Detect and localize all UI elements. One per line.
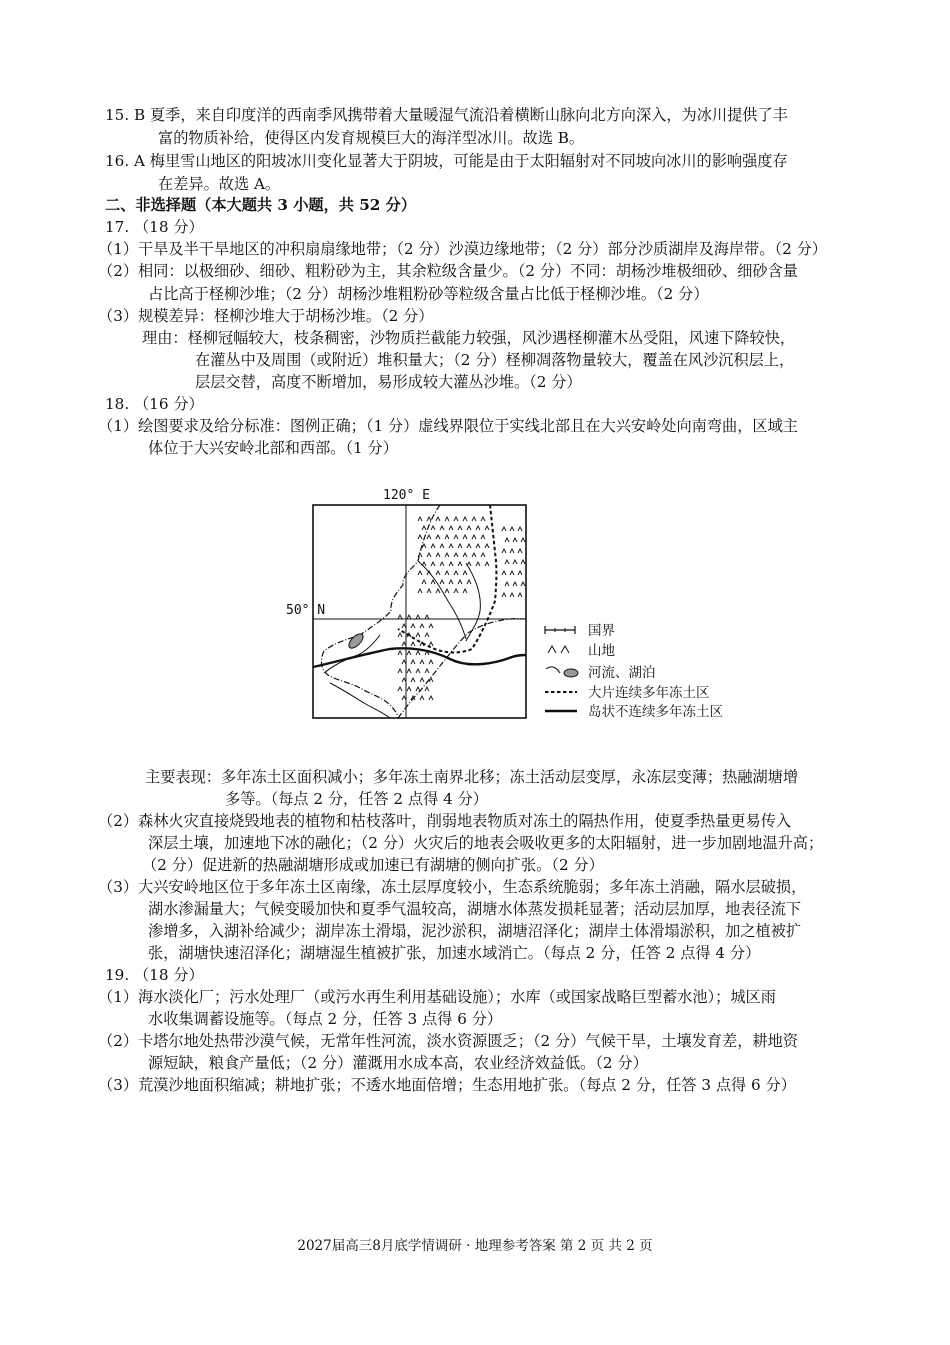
q18-part3-line4: 张，湖塘快速沼泽化；湖塘湿生植被扩张，加速水域消亡。（每点 2 分，任答 2 点得 4 分）	[148, 944, 761, 962]
mountain-glyph	[485, 526, 489, 530]
mountain-glyph	[416, 615, 420, 619]
mountain-glyph	[472, 517, 476, 521]
mountain-glyph	[425, 669, 429, 673]
mountain-glyph	[402, 696, 406, 700]
mountain-glyph	[481, 553, 485, 557]
mountain-glyph	[458, 544, 462, 548]
legend-river-lake-symbol	[546, 667, 578, 677]
mountain-glyph	[518, 527, 522, 531]
river-1	[418, 561, 466, 639]
q18-part2-line2: 深层土壤，加速地下冰的融化；（2 分）火灾后的地表会吸收更多的太阳辐射，进一步加剧地温升高；	[148, 834, 824, 852]
mountain-glyph	[454, 571, 458, 575]
mountain-glyph	[411, 678, 415, 682]
mountain-glyph	[429, 678, 433, 682]
mountain-glyph	[472, 553, 476, 557]
mountain-glyph	[427, 535, 431, 539]
mountain-glyph	[476, 544, 480, 548]
q18-main-performance-line2: 多等。（每点 2 分，任答 2 点得 4 分）	[225, 790, 488, 808]
mountain-glyph	[431, 526, 435, 530]
mountain-glyph	[518, 549, 522, 553]
q17-part3-line1: （3）规模差异：柽柳沙堆大于胡杨沙堆。（2 分）	[98, 307, 434, 325]
mountain-glyph	[416, 687, 420, 691]
mountain-glyph	[505, 538, 509, 542]
mountain-glyph	[398, 633, 402, 637]
mountain-glyph	[449, 562, 453, 566]
mountain-glyph	[429, 642, 433, 646]
mountain-glyph	[445, 535, 449, 539]
mountain-glyph	[440, 526, 444, 530]
mountain-glyph	[502, 527, 506, 531]
legend-mountain-label: 山地	[588, 643, 615, 659]
mountain-glyph	[422, 526, 426, 530]
mountain-glyph	[463, 571, 467, 575]
q18-part1-line1: （1）绘图要求及给分标准：图例正确；（1 分）虚线界限位于实线北部且在大兴安岭处向南弯曲，区域主	[98, 417, 798, 435]
mountain-glyph	[481, 535, 485, 539]
legend-island-label: 岛状不连续多年冻土区	[588, 704, 723, 720]
mountain-glyph	[449, 544, 453, 548]
mountain-glyph	[505, 560, 509, 564]
mountain-glyph	[407, 687, 411, 691]
mountain-glyph	[467, 544, 471, 548]
mountain-glyph	[518, 593, 522, 597]
mountain-glyph	[485, 544, 489, 548]
mountain-glyph	[467, 580, 471, 584]
mountain-glyph	[402, 624, 406, 628]
mountain-glyph	[481, 517, 485, 521]
mountain-glyph	[420, 624, 424, 628]
lake	[346, 631, 365, 650]
mountain-glyph	[476, 562, 480, 566]
mountain-glyph	[510, 571, 514, 575]
q17-part1: （1）干旱及半干旱地区的冲积扇扇缘地带；（2 分）沙漠边缘地带；（2 分）部分沙质湖岸及海岸带。（2 分）	[98, 240, 827, 258]
mountain-glyph	[513, 538, 517, 542]
mountain-glyph	[510, 527, 514, 531]
mountain-glyph	[418, 571, 422, 575]
mountain-glyph	[416, 651, 420, 655]
mountain-glyph	[411, 642, 415, 646]
mountain-glyph	[449, 526, 453, 530]
mountain-glyph	[449, 580, 453, 584]
q18-part2-line1: （2）森林火灾直接烧毁地表的植物和枯枝落叶，削弱地表物质对冻土的隔热作用，使夏季热量更易传入	[98, 812, 792, 830]
q18-part3-line2: 湖水渗漏量大；气候变暖加快和夏季气温较高，湖塘水体蒸发损耗显著；活动层加厚，地表径流下	[148, 900, 802, 918]
mountain-glyph	[416, 669, 420, 673]
mountain-glyph	[463, 517, 467, 521]
answer-15-line1: 15. B 夏季，来自印度洋的西南季风携带着大量暖湿气流沿着横断山脉向北方向深入，为冰川提供了丰	[105, 106, 788, 124]
legend-continuous-label: 大片连续多年冻土区	[588, 685, 710, 701]
mountain-glyph	[502, 549, 506, 553]
mountain-glyph	[418, 589, 422, 593]
mountain-glyph	[398, 669, 402, 673]
legend-border-label: 国界	[588, 623, 615, 639]
mountain-glyph	[436, 535, 440, 539]
national-border	[321, 505, 440, 718]
q18-part3-line1: （3）大兴安岭地区位于多年冻土区南缘，冻土层厚度较小，生态系统脆弱；多年冻土消融，隔水层破损，	[98, 878, 807, 896]
mountain-glyph	[429, 696, 433, 700]
mountain-glyph	[454, 553, 458, 557]
mountain-glyph	[521, 560, 525, 564]
mountain-glyph	[407, 651, 411, 655]
mountain-glyph	[436, 553, 440, 557]
mountain-glyph	[454, 535, 458, 539]
permafrost-map	[286, 483, 750, 728]
q19-heading: 19. （18 分）	[105, 966, 204, 984]
mountain-glyph	[467, 526, 471, 530]
mountain-glyph	[521, 582, 525, 586]
mountain-glyph	[425, 615, 429, 619]
mountain-glyph	[436, 589, 440, 593]
q17-heading: 17. （18 分）	[105, 218, 204, 236]
q18-main-performance-line1: 主要表现：多年冻土区面积减小；多年冻土南界北移；冻土活动层变厚，永冻层变薄；热融湖塘增	[145, 768, 799, 786]
mountain-glyph	[411, 660, 415, 664]
q18-part2-line3: （2 分）促进新的热融湖塘形成或加速已有湖塘的侧向扩张。（2 分）	[142, 856, 604, 874]
mountain-glyph	[420, 660, 424, 664]
mountain-glyph	[463, 535, 467, 539]
mountain-glyph	[463, 553, 467, 557]
legend-mountain-symbol	[548, 646, 569, 653]
mountain-glyph	[418, 517, 422, 521]
mountain-glyph	[510, 593, 514, 597]
legend-river-lake-label: 河流、湖泊	[588, 665, 656, 681]
mountain-glyph	[445, 589, 449, 593]
river-4	[330, 683, 390, 718]
mountain-glyph	[485, 562, 489, 566]
mountain-glyph	[427, 589, 431, 593]
longitude-label: 120° E	[383, 488, 430, 503]
q17-part3-line3: 在灌丛中及周围（或附近）堆积量大；（2 分）柽柳凋落物量较大，覆盖在风沙沉积层上，	[195, 351, 795, 369]
mountain-glyph	[458, 580, 462, 584]
q17-part2-line2: 占比高于柽柳沙堆；（2 分）胡杨沙堆粗粉砂等粒级含量占比低于柽柳沙堆。（2 分）	[148, 285, 709, 303]
mountain-glyph	[407, 615, 411, 619]
q19-part2-line1: （2）卡塔尔地处热带沙漠气候，无常年性河流，淡水资源匮乏；（2 分）气候干旱，土壤发育差，耕地资	[98, 1032, 798, 1050]
section-heading: 二、非选择题（本大题共 3 小题，共 52 分）	[105, 196, 417, 214]
mountain-glyph	[440, 562, 444, 566]
q19-part3: （3）荒漠沙地面积缩减；耕地扩张；不透水地面倍增；生态用地扩张。（每点 2 分，任答 3 点得 6 分）	[98, 1076, 796, 1094]
mountain-glyph	[416, 633, 420, 637]
mountain-glyph	[427, 517, 431, 521]
mountain-glyph	[513, 560, 517, 564]
mountain-glyph	[476, 526, 480, 530]
mountain-glyph	[458, 562, 462, 566]
mountain-glyph	[402, 642, 406, 646]
q17-part3-line4: 层层交替，高度不断增加，易形成较大灌丛沙堆。（2 分）	[195, 373, 582, 391]
mountain-glyph	[440, 580, 444, 584]
mountain-glyph	[445, 571, 449, 575]
q18-part3-line3: 渗增多，入湖补给减少；湖岸冻土滑塌，泥沙淤积，湖塘沼泽化；湖岸土体滑塌淤积，加之植被扩	[148, 922, 802, 940]
answer-15-line2: 富的物质补给，使得区内发育规模巨大的海洋型冰川。故选 B。	[158, 129, 585, 147]
q17-part2-line1: （2）相同：以极细砂、细砂、粗粉砂为主，其余粒级含量少。（2 分）不同：胡杨沙堆极细砂、细砂含量	[98, 262, 798, 280]
mountain-glyph	[398, 615, 402, 619]
mountain-glyph	[463, 589, 467, 593]
mountain-glyph	[425, 687, 429, 691]
mountain-glyph	[427, 553, 431, 557]
mountain-glyph	[429, 660, 433, 664]
mountain-glyph	[436, 571, 440, 575]
mountain-glyph	[422, 544, 426, 548]
mountain-glyph	[431, 562, 435, 566]
map-legend	[545, 623, 723, 720]
mountain-glyph	[510, 549, 514, 553]
q17-part3-line2: 理由：柽柳冠幅较大，枝条稠密，沙物质拦截能力较强，风沙遇柽柳灌木丛受阻，风速下降较快，	[142, 329, 796, 347]
q18-heading: 18. （16 分）	[105, 395, 204, 413]
mountain-glyph	[445, 517, 449, 521]
q19-part1-line1: （1）海水淡化厂；污水处理厂（或污水再生利用基础设施）；水库（或国家战略巨型蓄水池）；城区雨	[98, 988, 776, 1006]
mountain-glyph	[505, 582, 509, 586]
mountain-glyph	[431, 580, 435, 584]
mountain-glyph	[402, 678, 406, 682]
mountain-glyph	[418, 553, 422, 557]
mountain-glyph	[436, 517, 440, 521]
mountain-glyph	[418, 535, 422, 539]
mountain-glyph	[502, 593, 506, 597]
mountain-glyph	[445, 553, 449, 557]
mountain-glyph	[454, 589, 458, 593]
mountain-glyph	[472, 535, 476, 539]
continuous-permafrost-boundary	[398, 505, 496, 652]
answer-16-line2: 在差异。故选 A。	[158, 175, 281, 193]
mountain-glyph	[402, 660, 406, 664]
mountain-glyph	[518, 571, 522, 575]
mountain-glyph	[420, 678, 424, 682]
national-border-east	[398, 619, 526, 718]
page-footer: 2027届高三8月底学情调研 · 地理参考答案 第 2 页 共 2 页	[297, 1238, 653, 1254]
q19-part2-line2: 源短缺，粮食产量低；（2 分）灌溉用水成本高，农业经济效益低。（2 分）	[148, 1054, 648, 1072]
mountain-glyph	[425, 633, 429, 637]
mountain-glyph	[407, 669, 411, 673]
mountain-glyph	[521, 538, 525, 542]
q19-part1-line2: 水收集调蓄设施等。（每点 2 分，任答 3 点得 6 分）	[148, 1010, 503, 1028]
mountain-glyph	[422, 580, 426, 584]
answer-16-line1: 16. A 梅里雪山地区的阳坡冰川变化显著大于阴坡，可能是由于太阳辐射对不同坡向冰川的影响强度存	[105, 152, 788, 170]
mountain-glyph	[454, 517, 458, 521]
mountain-glyph	[440, 544, 444, 548]
mountain-glyph	[458, 526, 462, 530]
mountain-symbols	[398, 517, 525, 700]
river-2	[466, 563, 480, 641]
mountain-glyph	[431, 544, 435, 548]
mountain-glyph	[502, 571, 506, 575]
island-permafrost-boundary	[313, 648, 526, 667]
q18-part1-line2: 体位于大兴安岭北部和西部。（1 分）	[148, 439, 398, 457]
mountain-glyph	[411, 624, 415, 628]
mountain-glyph	[420, 696, 424, 700]
latitude-label: 50° N	[286, 603, 326, 618]
mountain-glyph	[398, 651, 402, 655]
mountain-glyph	[513, 582, 517, 586]
mountain-glyph	[429, 624, 433, 628]
mountain-glyph	[398, 687, 402, 691]
